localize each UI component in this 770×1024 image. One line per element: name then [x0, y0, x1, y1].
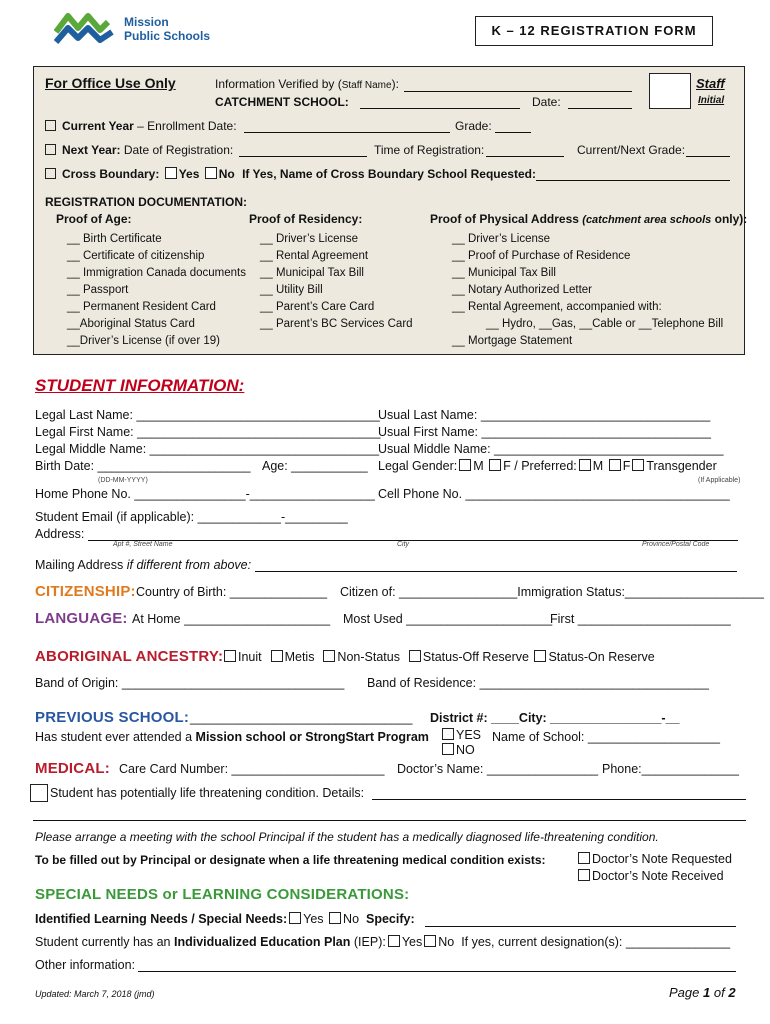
- legal-middle-name-field[interactable]: Legal Middle Name: _________________________________: [35, 442, 380, 456]
- age-item: __ Birth Certificate: [67, 233, 162, 245]
- grade-line[interactable]: [495, 132, 531, 133]
- usual-first-name-field[interactable]: Usual First Name: _________________________________: [378, 425, 711, 439]
- proof-age-list: [67, 231, 246, 350]
- age-item: __Driver’s License (if over 19): [67, 335, 220, 347]
- reg-doc-heading: REGISTRATION DOCUMENTATION:: [45, 195, 247, 209]
- current-year-row: Current Year – Enrollment Date:: [45, 119, 237, 133]
- name-of-school-field[interactable]: Name of School: ___________________: [492, 730, 720, 744]
- student-info-heading: STUDENT INFORMATION:: [35, 376, 245, 395]
- address-item: __ Driver’s License: [452, 233, 551, 245]
- doctor-note-requested-option[interactable]: Doctor’s Note Requested: [576, 852, 732, 866]
- residency-item: __ Parent’s Care Card: [260, 301, 375, 313]
- age-item: __ Passport: [67, 284, 129, 296]
- verified-label: Information Verified by (Staff Name):: [215, 77, 399, 91]
- identified-no-checkbox[interactable]: [329, 912, 341, 924]
- student-email-field[interactable]: Student Email (if applicable): ____________-_________: [35, 510, 348, 524]
- life-threatening-checkbox[interactable]: [30, 784, 48, 802]
- address-item: __ Hydro, __Gas, __Cable or __Telephone Bill: [486, 318, 724, 330]
- apt-hint: Apt #, Street Name: [113, 541, 173, 548]
- band-origin-field[interactable]: Band of Origin: ________________________________: [35, 676, 345, 690]
- language-first-field[interactable]: First ______________________: [550, 612, 731, 626]
- residency-item: __ Utility Bill: [260, 284, 323, 296]
- divider: [33, 820, 746, 821]
- initial-label: Initial: [698, 95, 725, 106]
- address-item: __ Proof of Purchase of Residence: [452, 250, 631, 262]
- usual-last-name-field[interactable]: Usual Last Name: _________________________________: [378, 408, 711, 422]
- grade-label: Grade:: [455, 119, 492, 133]
- staff-label: Staff: [696, 76, 725, 91]
- life-threatening-details-line[interactable]: [372, 799, 746, 800]
- gender-f-checkbox[interactable]: [489, 459, 501, 471]
- residency-item: __ Municipal Tax Bill: [260, 267, 364, 279]
- verified-line[interactable]: [404, 91, 632, 92]
- city-hint: City: [397, 541, 410, 548]
- doctor-note-requested-checkbox[interactable]: [578, 852, 590, 864]
- mailing-address-label: Mailing Address if different from above:: [35, 558, 252, 572]
- doctor-phone-field[interactable]: Phone:______________: [602, 762, 739, 776]
- previous-school-heading: PREVIOUS SCHOOL:: [35, 709, 190, 726]
- doctor-name-field[interactable]: Doctor’s Name: ________________: [397, 762, 599, 776]
- proof-address-list: [452, 231, 723, 350]
- address-item: __ Notary Authorized Letter: [452, 284, 592, 296]
- arrange-meeting-note: Please arrange a meeting with the school Principal if the student has a medically diagnosed life-threatening condition.: [35, 830, 659, 844]
- enrollment-date-line[interactable]: [244, 132, 450, 133]
- status-off-reserve-checkbox[interactable]: [409, 650, 421, 662]
- iep-no-checkbox[interactable]: [424, 935, 436, 947]
- transgender-checkbox[interactable]: [632, 459, 644, 471]
- language-heading: LANGUAGE:: [35, 610, 128, 627]
- non-status-checkbox[interactable]: [323, 650, 335, 662]
- legal-first-name-field[interactable]: Legal First Name: ___________________________________: [35, 425, 381, 439]
- catchment-line[interactable]: [360, 108, 520, 109]
- iep-row: Student currently has an Individualized Education Plan (IEP): Yes No If yes, current designation(s): _______________: [35, 935, 731, 949]
- cross-boundary-yes-checkbox[interactable]: [165, 167, 177, 179]
- citizenship-heading: CITIZENSHIP:: [35, 583, 136, 600]
- legal-gender-row: Legal Gender: M F / Preferred: M F Transgender: [378, 459, 717, 473]
- birth-date-field[interactable]: Birth Date: ______________________: [35, 459, 251, 473]
- attended-yes-checkbox[interactable]: [442, 728, 454, 740]
- province-hint: Province/Postal Code: [642, 541, 710, 548]
- proof-age-heading: Proof of Age:: [56, 212, 132, 226]
- time-of-reg-line[interactable]: [486, 156, 564, 157]
- doctor-note-received-option[interactable]: Doctor’s Note Received: [576, 869, 724, 883]
- office-date-label: Date:: [532, 95, 561, 109]
- office-heading: For Office Use Only: [45, 75, 176, 91]
- age-item: __ Immigration Canada documents: [67, 267, 246, 279]
- citizen-of-field[interactable]: Citizen of: _________________Immigration Status:____________________: [340, 585, 764, 599]
- office-date-line[interactable]: [568, 108, 632, 109]
- band-residence-field[interactable]: Band of Residence: _________________________________: [367, 676, 709, 690]
- cross-boundary-row: Cross Boundary: Yes No If Yes, Name of Cross Boundary School Requested:: [45, 167, 536, 181]
- iep-yes-checkbox[interactable]: [388, 935, 400, 947]
- care-card-field[interactable]: Care Card Number: ______________________: [119, 762, 385, 776]
- updated-footer: Updated: March 7, 2018 (jmd): [35, 989, 155, 999]
- address-item: __ Municipal Tax Bill: [452, 267, 556, 279]
- inuit-checkbox[interactable]: [224, 650, 236, 662]
- country-of-birth-field[interactable]: Country of Birth: ______________: [136, 585, 328, 599]
- proof-address-heading: Proof of Physical Address (catchment area schools only):: [430, 212, 748, 226]
- identified-yes-checkbox[interactable]: [289, 912, 301, 924]
- cross-boundary-checkbox[interactable]: [45, 168, 56, 179]
- time-of-reg-label: Time of Registration:: [374, 143, 485, 157]
- specify-line[interactable]: [425, 926, 736, 927]
- status-on-reserve-checkbox[interactable]: [534, 650, 546, 662]
- current-year-checkbox[interactable]: [45, 120, 56, 131]
- staff-initial-box[interactable]: [649, 73, 691, 109]
- principal-note: To be filled out by Principal or designate when a life threatening medical condition exists:: [35, 853, 546, 867]
- current-next-grade-line[interactable]: [686, 156, 730, 157]
- district-city-field[interactable]: District #: ____City: ________________-__: [430, 711, 680, 725]
- if-applicable-hint: (If Applicable): [698, 477, 741, 484]
- home-phone-field[interactable]: Home Phone No. ________________-__________________: [35, 487, 375, 501]
- aboriginal-heading: ABORIGINAL ANCESTRY:: [35, 648, 224, 665]
- other-information-label: Other information:: [35, 958, 136, 972]
- medical-heading: MEDICAL:: [35, 760, 110, 777]
- identified-needs-row: Identified Learning Needs / Special Needs: Yes No Specify:: [35, 912, 415, 926]
- aboriginal-options: Inuit Metis Non-Status Status-Off Reserve Status-On Reserve: [222, 650, 655, 664]
- proof-residency-list: [260, 231, 413, 333]
- cross-boundary-no-checkbox[interactable]: [205, 167, 217, 179]
- residency-item: __ Parent’s BC Services Card: [260, 318, 413, 330]
- page-number: Page 1 of 2: [669, 985, 736, 1000]
- logo-line-1: Mission: [124, 15, 169, 29]
- cross-boundary-school-line[interactable]: [536, 180, 730, 181]
- attended-question: Has student ever attended a Mission school or StrongStart Program: [35, 730, 429, 744]
- attended-no-checkbox[interactable]: [442, 743, 454, 755]
- catchment-label: CATCHMENT SCHOOL:: [215, 95, 349, 109]
- address-item: __ Rental Agreement, accompanied with:: [452, 301, 662, 313]
- gender-m-checkbox[interactable]: [459, 459, 471, 471]
- age-item: __ Permanent Resident Card: [67, 301, 216, 313]
- address-line[interactable]: [88, 540, 738, 541]
- attended-yes-option[interactable]: YES: [440, 728, 481, 742]
- doctor-note-received-checkbox[interactable]: [578, 869, 590, 881]
- mission-logo-icon: [54, 8, 116, 46]
- next-year-checkbox[interactable]: [45, 144, 56, 155]
- logo-line-2: Public Schools: [124, 29, 211, 43]
- dob-hint: (DD-MM-YYYY): [98, 477, 148, 484]
- mailing-address-line[interactable]: [255, 571, 737, 572]
- address-label: Address:: [35, 527, 85, 541]
- age-item: __Aboriginal Status Card: [67, 318, 195, 330]
- form-title-box: [475, 16, 713, 46]
- current-next-grade-label: Current/Next Grade:: [577, 143, 686, 157]
- date-of-reg-line[interactable]: [239, 156, 367, 157]
- age-item: __ Certificate of citizenship: [67, 250, 205, 262]
- residency-item: __ Rental Agreement: [260, 250, 369, 262]
- office-use-panel: [33, 66, 748, 355]
- logo: [54, 8, 214, 48]
- residency-item: __ Driver’s License: [260, 233, 359, 245]
- proof-residency-heading: Proof of Residency:: [249, 212, 363, 226]
- pref-f-checkbox[interactable]: [609, 459, 621, 471]
- previous-school-field[interactable]: ________________________________: [190, 711, 413, 725]
- usual-middle-name-field[interactable]: Usual Middle Name: _________________________________: [378, 442, 724, 456]
- language-most-used-field[interactable]: Most Used _____________________: [343, 612, 553, 626]
- form-title: K – 12 REGISTRATION FORM: [491, 23, 697, 38]
- metis-checkbox[interactable]: [271, 650, 283, 662]
- special-needs-heading: SPECIAL NEEDS or LEARNING CONSIDERATIONS:: [35, 886, 410, 903]
- legal-last-name-field[interactable]: Legal Last Name: ___________________________________: [35, 408, 380, 422]
- life-threatening-label: Student has potentially life threatening condition. Details:: [50, 786, 365, 800]
- pref-m-checkbox[interactable]: [579, 459, 591, 471]
- address-item: __ Mortgage Statement: [452, 335, 573, 347]
- other-information-line[interactable]: [138, 971, 736, 972]
- next-year-row: Next Year: Date of Registration:: [45, 143, 233, 157]
- age-field[interactable]: Age: ___________: [262, 459, 368, 473]
- attended-no-option[interactable]: NO: [440, 743, 475, 757]
- cell-phone-field[interactable]: Cell Phone No. ______________________________________: [378, 487, 730, 501]
- language-at-home-field[interactable]: At Home _____________________: [132, 612, 331, 626]
